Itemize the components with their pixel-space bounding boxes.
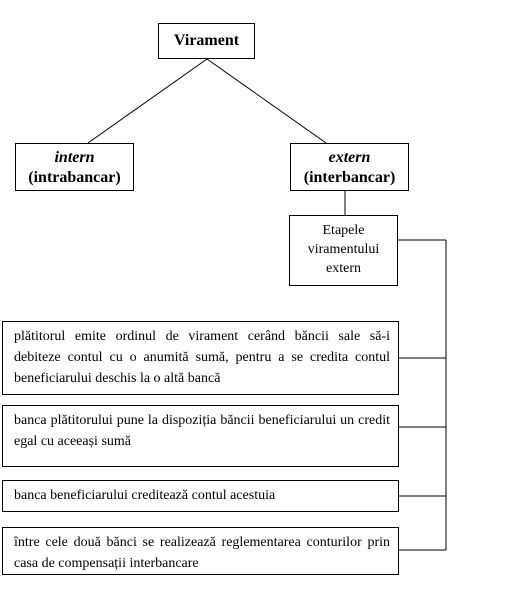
node-intern-subtitle: (intrabancar) bbox=[28, 169, 121, 186]
step-text-2: banca plătitorului pune la dispoziția băncii beneficiarului un credit egal cu aceeași sumă bbox=[14, 413, 390, 449]
step-box-1 bbox=[2, 321, 399, 395]
node-intern bbox=[15, 143, 134, 191]
step-text-4: între cele două bănci se realizează reglementarea conturilor prin casa de compensații interbancare bbox=[14, 535, 390, 571]
node-intern-title: intern bbox=[54, 149, 95, 166]
line-root-intern bbox=[88, 59, 207, 143]
node-extern bbox=[290, 143, 409, 191]
node-extern-subtitle: (interbancar) bbox=[303, 169, 396, 186]
step-text-1: plătitorul emite ordinul de virament cerând băncii sale să-i debiteze contul cu o anumită sumă, pentru a se credita contul beneficiarului deschis la o altă bancă bbox=[14, 329, 390, 386]
etape-line-3: extern bbox=[326, 261, 361, 276]
node-extern-title: extern bbox=[328, 149, 371, 166]
step-box-3 bbox=[2, 480, 399, 512]
root-node-virament bbox=[158, 23, 255, 59]
etape-line-1: Etapele bbox=[322, 223, 365, 238]
step-box-4 bbox=[2, 527, 399, 575]
root-label: Virament bbox=[173, 32, 240, 49]
step-box-2 bbox=[2, 405, 399, 467]
line-root-extern bbox=[207, 59, 326, 143]
node-etape bbox=[289, 215, 398, 286]
etape-line-2: viramentului bbox=[307, 242, 380, 257]
step-text-3: banca beneficiarului creditează contul acestuia bbox=[14, 488, 276, 503]
